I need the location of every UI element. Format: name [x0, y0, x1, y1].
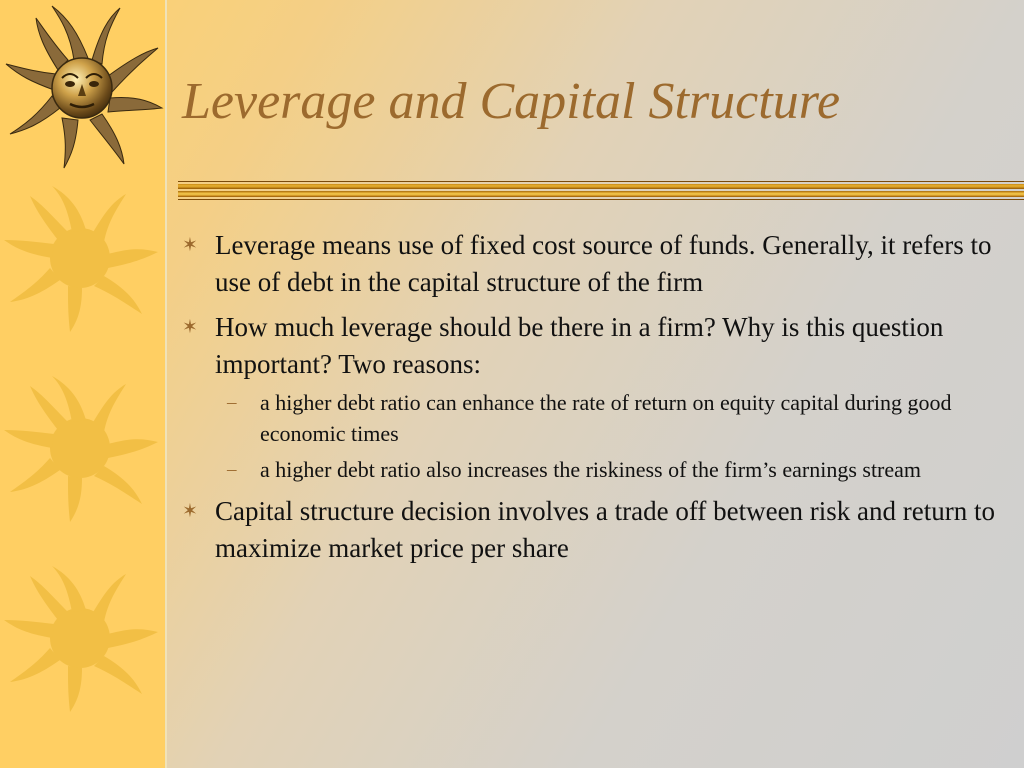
sun-icon	[0, 563, 165, 713]
star-bullet-icon: ✶	[182, 235, 198, 256]
bullet-item	[182, 493, 1012, 567]
sub-bullet-text: a higher debt ratio can enhance the rate of return on equity capital during good economic times	[260, 390, 952, 446]
sub-bullet-item	[215, 387, 1012, 449]
sub-bullet-text: a higher debt ratio also increases the riskiness of the firm’s earnings stream	[260, 457, 922, 482]
bullet-item	[182, 227, 1012, 301]
bullet-text: Capital structure decision involves a trade off between risk and return to maximize market price per share	[215, 496, 996, 563]
bullet-list	[182, 227, 1012, 575]
slide-title: Leverage and Capital Structure	[182, 73, 841, 130]
sub-bullet-list	[215, 387, 1012, 485]
sun-icon	[0, 183, 165, 333]
star-bullet-icon: ✶	[182, 501, 198, 522]
sun-face-icon	[0, 0, 170, 180]
dash-bullet-icon: –	[227, 392, 237, 413]
star-bullet-icon: ✶	[182, 317, 198, 338]
sun-icon	[0, 373, 165, 523]
dash-bullet-icon: –	[227, 459, 237, 480]
bullet-text: How much leverage should be there in a firm? Why is this question important? Two reasons:	[215, 312, 944, 379]
bullet-item	[182, 309, 1012, 485]
sub-bullet-item	[215, 454, 1012, 485]
bullet-text: Leverage means use of fixed cost source of funds. Generally, it refers to use of debt in the capital structure of the firm	[215, 230, 992, 297]
title-divider	[178, 181, 1024, 203]
